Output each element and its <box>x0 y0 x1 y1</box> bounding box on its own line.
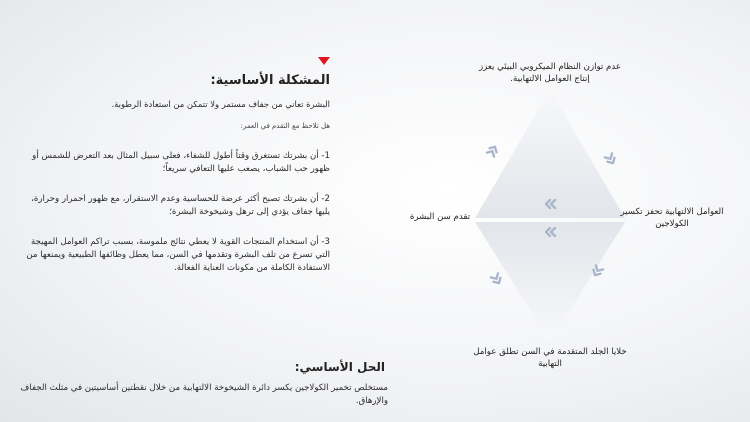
problem-points-list <box>20 150 330 292</box>
problem-point: 3- أن استخدام المنتجات القوية لا يعطي نتائج ملموسة، بسبب تراكم العوامل المهيجة التي تسرع من تلف البشرة وتقدمها في السن، مما يعطل وظائفها الطبيعية ويمنعها من الاستفادة الكاملة من مكونات العناية الفعالة. <box>26 237 330 273</box>
problem-title: المشكلة الأساسية: <box>210 73 330 88</box>
diagram-label-top: عدم توازن النظام الميكروبي البيئي يعزز إنتاج العوامل الالتهابية. <box>478 62 622 84</box>
diagram-label-right: العوامل الالتهابية تحفز تكسير الكولاجين <box>620 207 724 229</box>
chevron-arrows-lower-left-icon <box>491 273 502 285</box>
solution-title: الحل الأساسي: <box>294 360 385 374</box>
problem-note: هل تلاحظ مع التقدم في العمر: <box>240 122 330 130</box>
problem-point: 1- أن بشرتك تستغرق وقتاً أطول للشفاء، فعلى سبيل المثال بعد التعرض للشمس أو ظهور حب الشباب، يصعب عليها التعافي سريعاً؛ <box>32 151 330 174</box>
cycle-diagram <box>470 90 630 342</box>
diagram-label-center: تقدم سن البشرة <box>409 212 471 222</box>
diagram-label-bottom: خلايا الجلد المتقدمة في السن تطلق عوامل التهابية <box>473 347 627 369</box>
problem-intro: البشرة تعاني من جفاف مستمر ولا تتمكن من استعادة الرطوبة. <box>111 99 330 109</box>
solution-text: مستخلص تخمير الكولاجين يكسر دائرة الشيخوخة الالتهابية من خلال نقطتين أساسيتين في مثلث الجفاف والإرهاق. <box>20 383 388 406</box>
red-triangle-marker-icon <box>318 57 330 65</box>
chevron-arrows-upper-right-icon <box>605 153 616 165</box>
chevron-arrows-upper-left-icon <box>487 145 498 157</box>
problem-point: 2- أن بشرتك تصبح أكثر عرضة للحساسية وعدم الاستقرار، مع ظهور احمرار وحرارة، يليها جفاف يؤدي إلى ترهل وشيخوخة البشرة؛ <box>31 194 330 217</box>
